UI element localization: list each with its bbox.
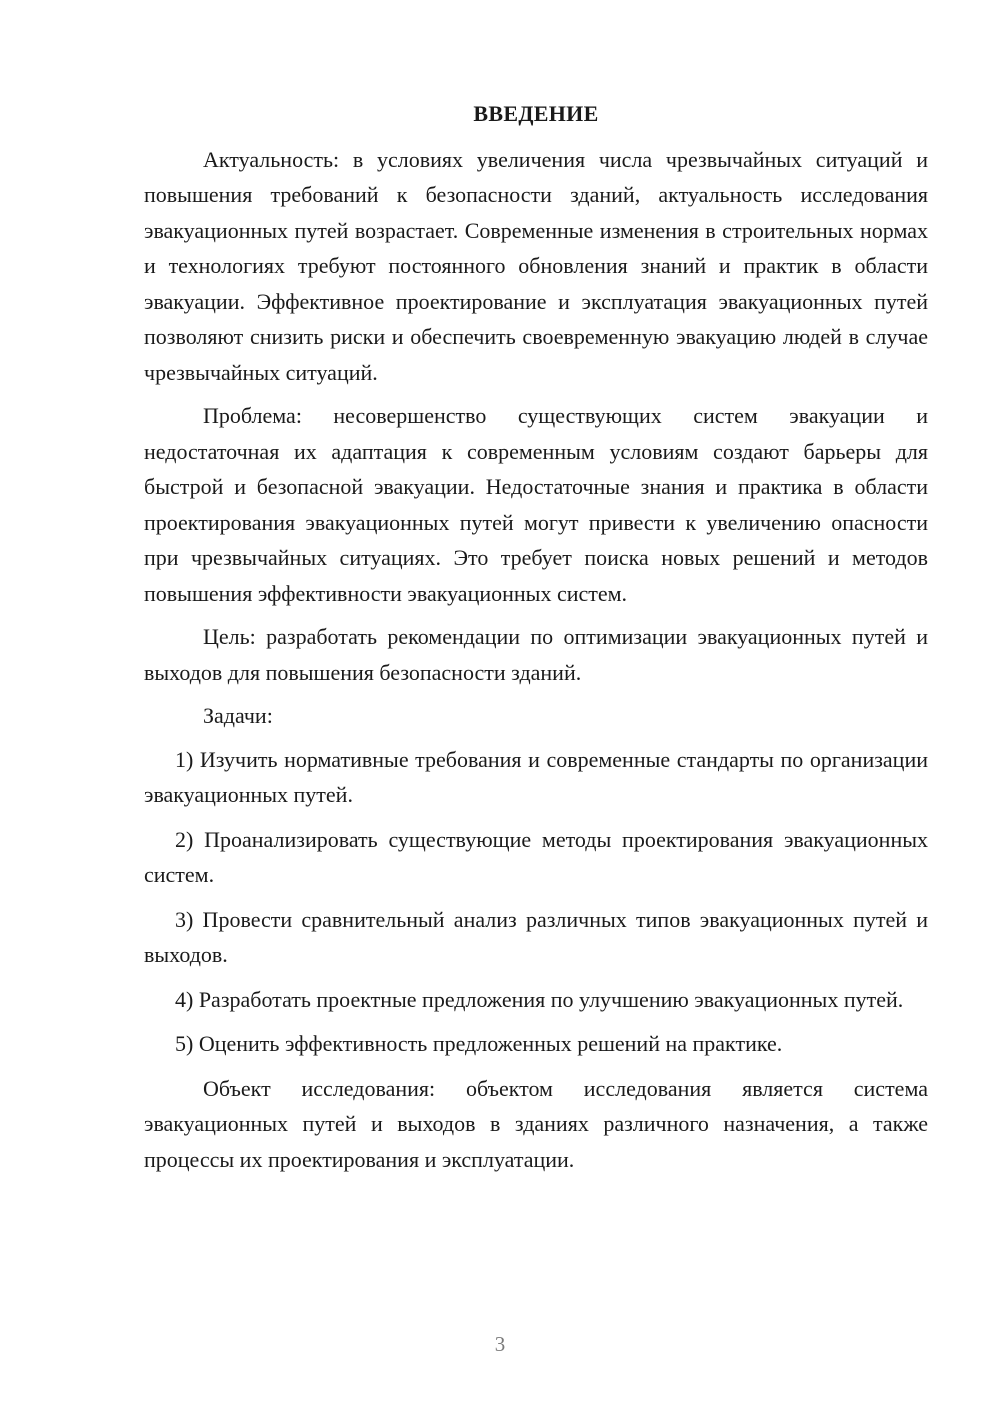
paragraph-tasks-heading: Задачи: <box>203 703 273 728</box>
document-body <box>144 96 928 1185</box>
page-number: 3 <box>494 1332 506 1356</box>
paragraph-relevance: Актуальность: в условиях увеличения числа чрезвычайных ситуаций и повышения требований к безопасности зданий, актуальность исследования эвакуационных путей возрастает. Современные изменения в строительных нормах и технологиях требуют постоянного обновления знаний и практик в области эвакуации. Эффективное проектирование и эксплуатация эвакуационных путей позволяют снизить риски и обеспечить своевременную эвакуацию людей в случае чрезвычайных ситуаций. <box>144 146 928 385</box>
task-item-5: 5) Оценить эффективность предложенных решений на практике. <box>175 1031 783 1056</box>
task-item-3: 3) Провести сравнительный анализ различных типов эвакуационных путей и выходов. <box>144 906 928 967</box>
paragraph-problem: Проблема: несовершенство существующих систем эвакуации и недостаточная их адаптация к современным условиям создают барьеры для быстрой и безопасной эвакуации. Недостаточные знания и практика в области проектирования эвакуационных путей могут привести к увеличению опасности при чрезвычайных ситуациях. Это требует поиска новых решений и методов повышения эффективности эвакуационных систем. <box>144 403 928 606</box>
task-item-2: 2) Проанализировать существующие методы проектирования эвакуационных систем. <box>144 826 928 887</box>
paragraph-object: Объект исследования: объектом исследования является система эвакуационных путей и выходов в зданиях различного назначения, а также процессы их проектирования и эксплуатации. <box>144 1075 928 1172</box>
task-item-1: 1) Изучить нормативные требования и современные стандарты по организации эвакуационных путей. <box>144 746 928 807</box>
paragraph-goal: Цель: разработать рекомендации по оптимизации эвакуационных путей и выходов для повышения безопасности зданий. <box>144 624 928 685</box>
task-item-4: 4) Разработать проектные предложения по улучшению эвакуационных путей. <box>175 986 904 1012</box>
page-title: ВВЕДЕНИЕ <box>473 101 599 126</box>
